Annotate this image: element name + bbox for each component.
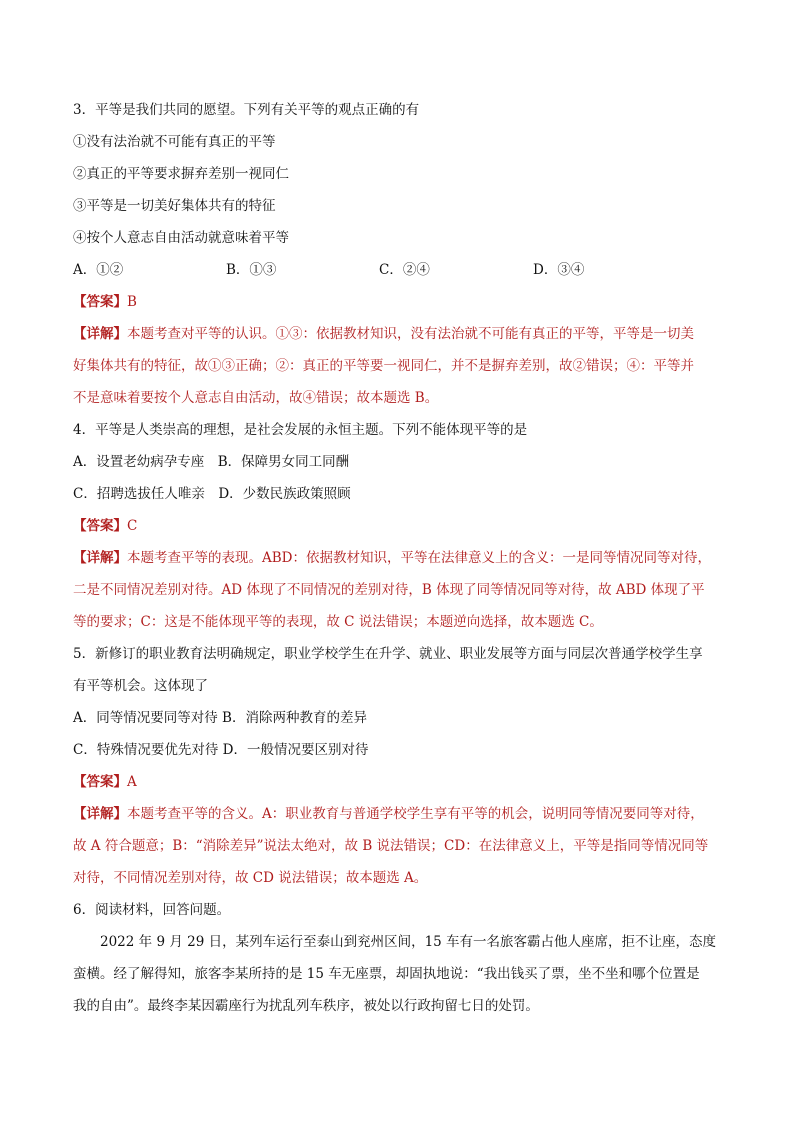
- detail-text: 本题考查对平等的认识。①③：依据教材知识，没有法治就不可能有真正的平等，平等是一切美: [127, 326, 694, 342]
- question-3-option-d: D．③④: [533, 262, 585, 278]
- question-3-detail-line-1: [73, 324, 723, 344]
- question-3-answer: [73, 292, 723, 312]
- question-6-material-line-3: 我的自由”。最终李某因霸座行为扰乱列车秩序，被处以行政拘留七日的处罚。: [73, 998, 539, 1014]
- question-3-item-2: ②真正的平等要求摒弃差别一视同仁: [73, 166, 289, 182]
- question-6-material-line-2: 蛮横。经了解得知，旅客李某所持的是 15 车无座票，却固执地说：“我出钱买了票，坐不坐和哪个位置是: [73, 966, 700, 982]
- question-4-answer: [73, 516, 723, 536]
- question-5-options-line-1: A．同等情况要同等对待 B．消除两种教育的差异: [73, 710, 367, 726]
- question-6-material-line-1: 2022 年 9 月 29 日，某列车运行至泰山到兖州区间，15 车有一名旅客霸占他人座席，拒不让座，态度: [100, 934, 717, 950]
- question-5-detail-line-1: [73, 804, 723, 824]
- question-4-options-line-1: A．设置老幼病孕专座 B．保障男女同工同酬: [73, 454, 350, 470]
- question-4-detail-line-3: 等的要求；C：这是不能体现平等的表现，故 C 说法错误；本题逆向选择，故本题选 C。: [73, 614, 603, 630]
- question-3-item-1: ①没有法治就不可能有真正的平等: [73, 134, 276, 150]
- question-3-option-c: C．②④: [379, 262, 430, 278]
- question-5-detail-line-3: 对待，不同情况差别对待，故 CD 说法错误；故本题选 A。: [73, 870, 428, 886]
- answer-tag: 【答案】: [73, 294, 127, 310]
- question-6-stem: 6．阅读材料，回答问题。: [73, 902, 231, 918]
- question-4-detail-line-2: 二是不同情况差别对待。AD 体现了不同情况的差别对待，B 体现了同等情况同等对待，故 ABD 体现了平: [73, 582, 705, 598]
- question-5-stem-line-1: 5．新修订的职业教育法明确规定，职业学校学生在升学、就业、职业发展等方面与同层次普通学校学生享: [73, 646, 703, 662]
- detail-text: 本题考查平等的含义。A：职业教育与普通学校学生享有平等的机会，说明同等情况要同等对待，: [127, 806, 704, 822]
- question-4-stem: 4．平等是人类崇高的理想，是社会发展的永恒主题。下列不能体现平等的是: [73, 422, 528, 438]
- question-4-options-line-2: C．招聘选拔任人唯亲 D．少数民族政策照顾: [73, 486, 351, 502]
- detail-tag: 【详解】: [73, 806, 127, 822]
- answer-value: C: [127, 518, 138, 534]
- question-3-option-b: B．①③: [226, 262, 277, 278]
- question-3-stem: 3．平等是我们共同的愿望。下列有关平等的观点正确的有: [73, 102, 420, 118]
- question-5-detail-line-2: 故 A 符合题意；B：“消除差异”说法太绝对，故 B 说法错误；CD：在法律意义上，平等是指同等情况同等: [73, 838, 709, 854]
- question-5-stem-line-2: 有平等机会。这体现了: [73, 678, 208, 694]
- detail-text: 本题考查平等的表现。ABD：依据教材知识，平等在法律意义上的含义：一是同等情况同等对待，: [127, 550, 711, 566]
- question-5-options-line-2: C．特殊情况要优先对待 D．一般情况要区别对待: [73, 742, 369, 758]
- answer-tag: 【答案】: [73, 774, 127, 790]
- question-3-detail-line-3: 不是意味着要按个人意志自由活动，故④错误；故本题选 B。: [73, 390, 439, 406]
- question-4-detail-line-1: [73, 548, 723, 568]
- question-3-detail-line-2: 好集体共有的特征，故①③正确；②：真正的平等要一视同仁，并不是摒弃差别，故②错误；④：平等并: [73, 358, 694, 374]
- question-5-answer: [73, 772, 723, 792]
- question-3-item-4: ④按个人意志自由活动就意味着平等: [73, 230, 289, 246]
- detail-tag: 【详解】: [73, 326, 127, 342]
- answer-value: B: [127, 294, 137, 310]
- question-3-option-a: A．①②: [73, 262, 124, 278]
- answer-value: A: [127, 774, 137, 790]
- question-3-item-3: ③平等是一切美好集体共有的特征: [73, 198, 276, 214]
- detail-tag: 【详解】: [73, 550, 127, 566]
- answer-tag: 【答案】: [73, 518, 127, 534]
